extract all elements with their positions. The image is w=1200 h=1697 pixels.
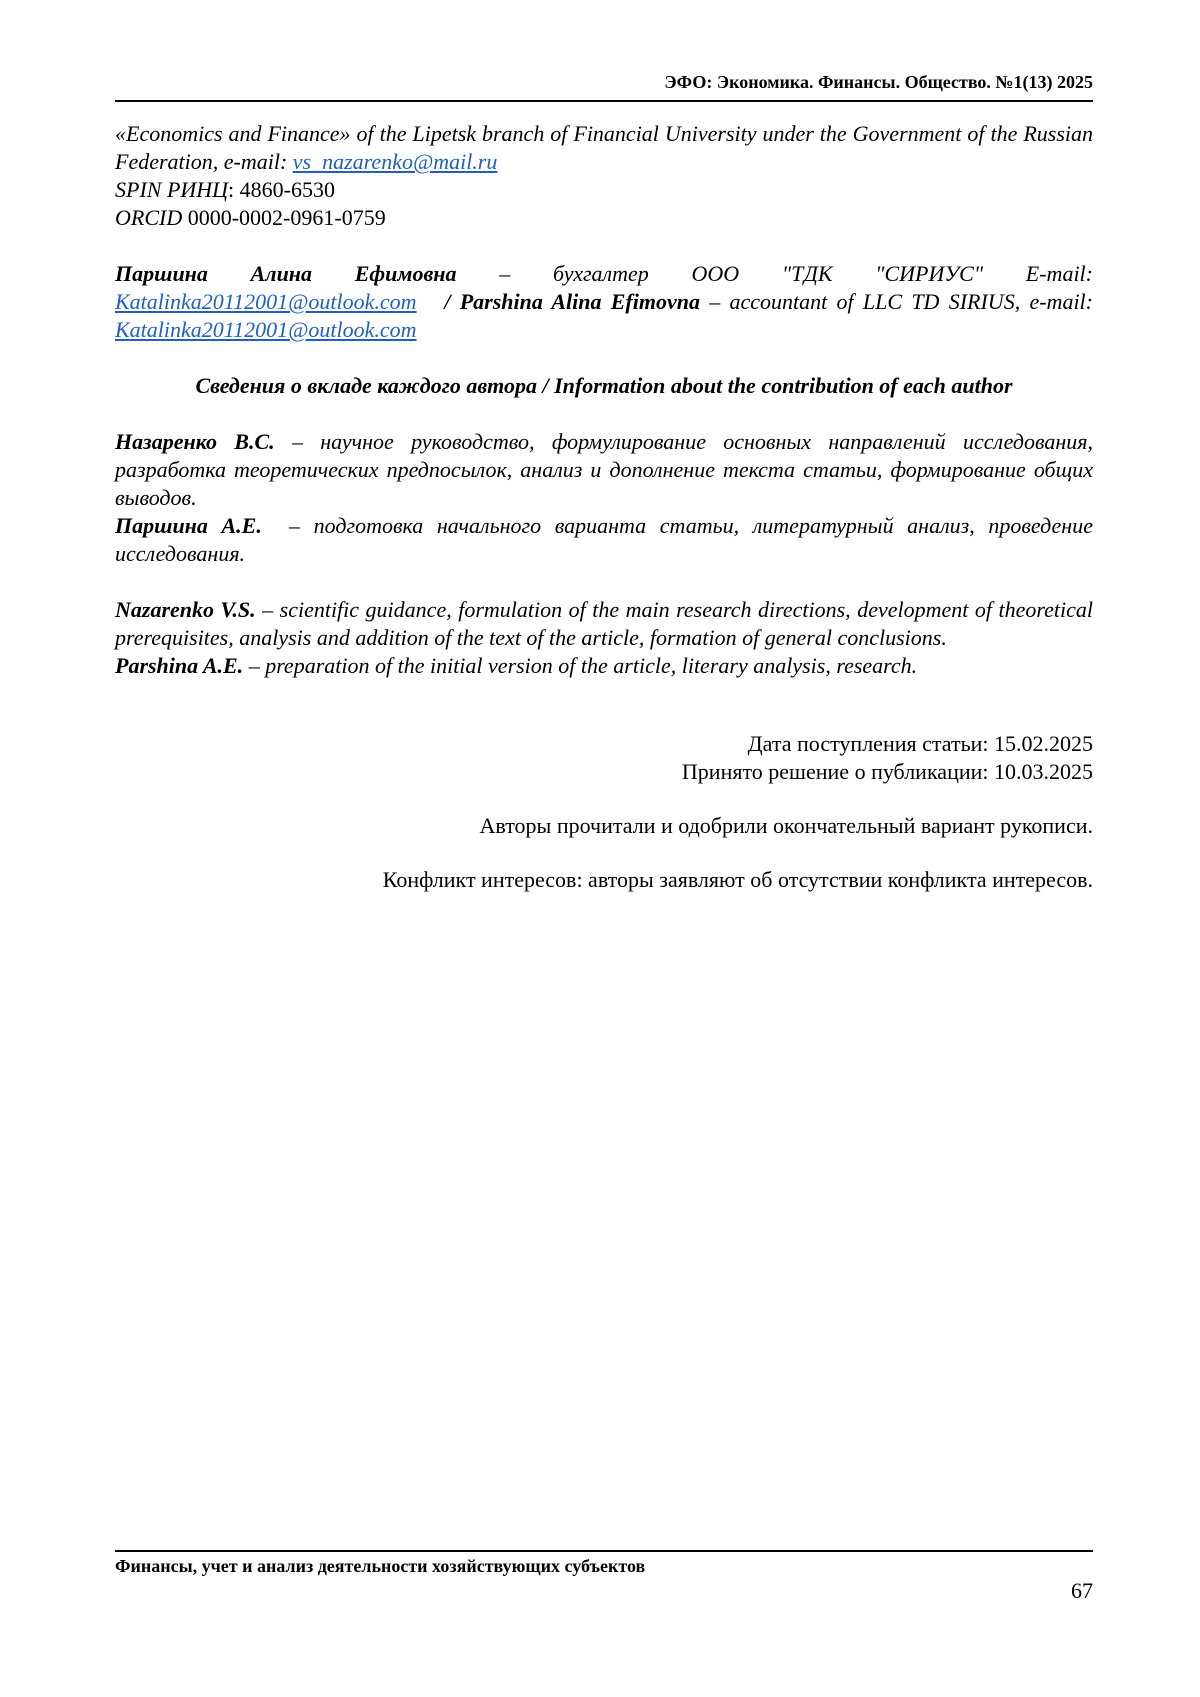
orcid-label: ORCID xyxy=(115,205,183,230)
contributor-name: Parshina A.E. xyxy=(115,653,244,678)
author2-separator: / xyxy=(416,289,460,314)
author1-orcid xyxy=(115,204,1093,232)
author2-role-en: – accountant of LLC TD SIRIUS, e-mail: xyxy=(699,289,1093,314)
author1-spin xyxy=(115,176,1093,204)
conflict-statement: Конфликт интересов: авторы заявляют об отсутствии конфликта интересов. xyxy=(382,867,1093,892)
spacer xyxy=(115,232,1093,260)
running-footer: Финансы, учет и анализ деятельности хозяйствующих субъектов xyxy=(115,1556,646,1576)
author1-affiliation-block xyxy=(115,120,1093,176)
contributor-name: Паршина А.Е. xyxy=(115,513,262,538)
author2-role-ru: – бухгалтер ООО "ТДК "СИРИУС" E-mail: xyxy=(456,261,1093,286)
header-rule xyxy=(115,100,1093,102)
spacer xyxy=(115,786,1093,812)
spacer xyxy=(115,568,1093,596)
contribution-text: – подготовка начального варианта статьи, литературный анализ, проведение исследования. xyxy=(115,513,1099,566)
contribution-ru-item xyxy=(115,512,1099,568)
contribution-en-item xyxy=(115,596,1093,652)
contribution-text: – preparation of the initial version of the article, literary analysis, research. xyxy=(243,653,918,678)
author2-block xyxy=(115,260,1093,344)
document-page xyxy=(115,0,1099,1697)
author2-email-en-link[interactable]: Katalinka20112001@outlook.com xyxy=(115,317,417,342)
spin-label: SPIN РИНЦ xyxy=(115,177,229,202)
author1-affiliation: «Economics and Finance» of the Lipetsk branch of Financial University under the Government of the Russian Federation, e-mail: xyxy=(115,121,1093,174)
accepted-date: Принято решение о публикации: 10.03.2025 xyxy=(681,759,1093,784)
author2-name-en: Parshina Alina Efimovna xyxy=(459,289,700,314)
author2-email-ru-link[interactable]: Katalinka20112001@outlook.com xyxy=(115,289,417,314)
footer-rule xyxy=(115,1550,1093,1552)
spacer xyxy=(115,680,1093,730)
spacer xyxy=(115,400,1093,428)
approval-statement: Авторы прочитали и одобрили окончательный вариант рукописи. xyxy=(479,813,1093,838)
contributor-name: Nazarenko V.S. xyxy=(115,597,256,622)
contributor-name: Назаренко В.С. xyxy=(115,429,275,454)
contribution-ru-item xyxy=(115,428,1093,512)
article-content xyxy=(115,120,1099,894)
running-header: ЭФО: Экономика. Финансы. Общество. №1(13) 2025 xyxy=(664,72,1093,92)
spacer xyxy=(115,840,1093,866)
spin-value: : 4860-6530 xyxy=(228,177,335,202)
author1-email-link[interactable]: vs_nazarenko@mail.ru xyxy=(292,149,498,174)
received-date: Дата поступления статьи: 15.02.2025 xyxy=(747,731,1093,756)
contribution-text: – научное руководство, формулирование основных направлений исследования, разработка теоретических предпосылок, анализ и дополнение текста статьи, формирование общих выводов. xyxy=(115,429,1093,510)
contribution-en-item xyxy=(115,652,1093,680)
spacer xyxy=(115,344,1093,372)
contributions-heading: Сведения о вкладе каждого автора / Information about the contribution of each author xyxy=(195,373,1013,398)
orcid-value: 0000-0002-0961-0759 xyxy=(182,205,386,230)
author2-name-ru: Паршина Алина Ефимовна xyxy=(115,261,457,286)
page-number: 67 xyxy=(1071,1578,1093,1603)
contribution-text: – scientific guidance, formulation of the main research directions, development of theoretical prerequisites, analysis and addition of the text of the article, formation of general conclusions. xyxy=(115,597,1093,650)
